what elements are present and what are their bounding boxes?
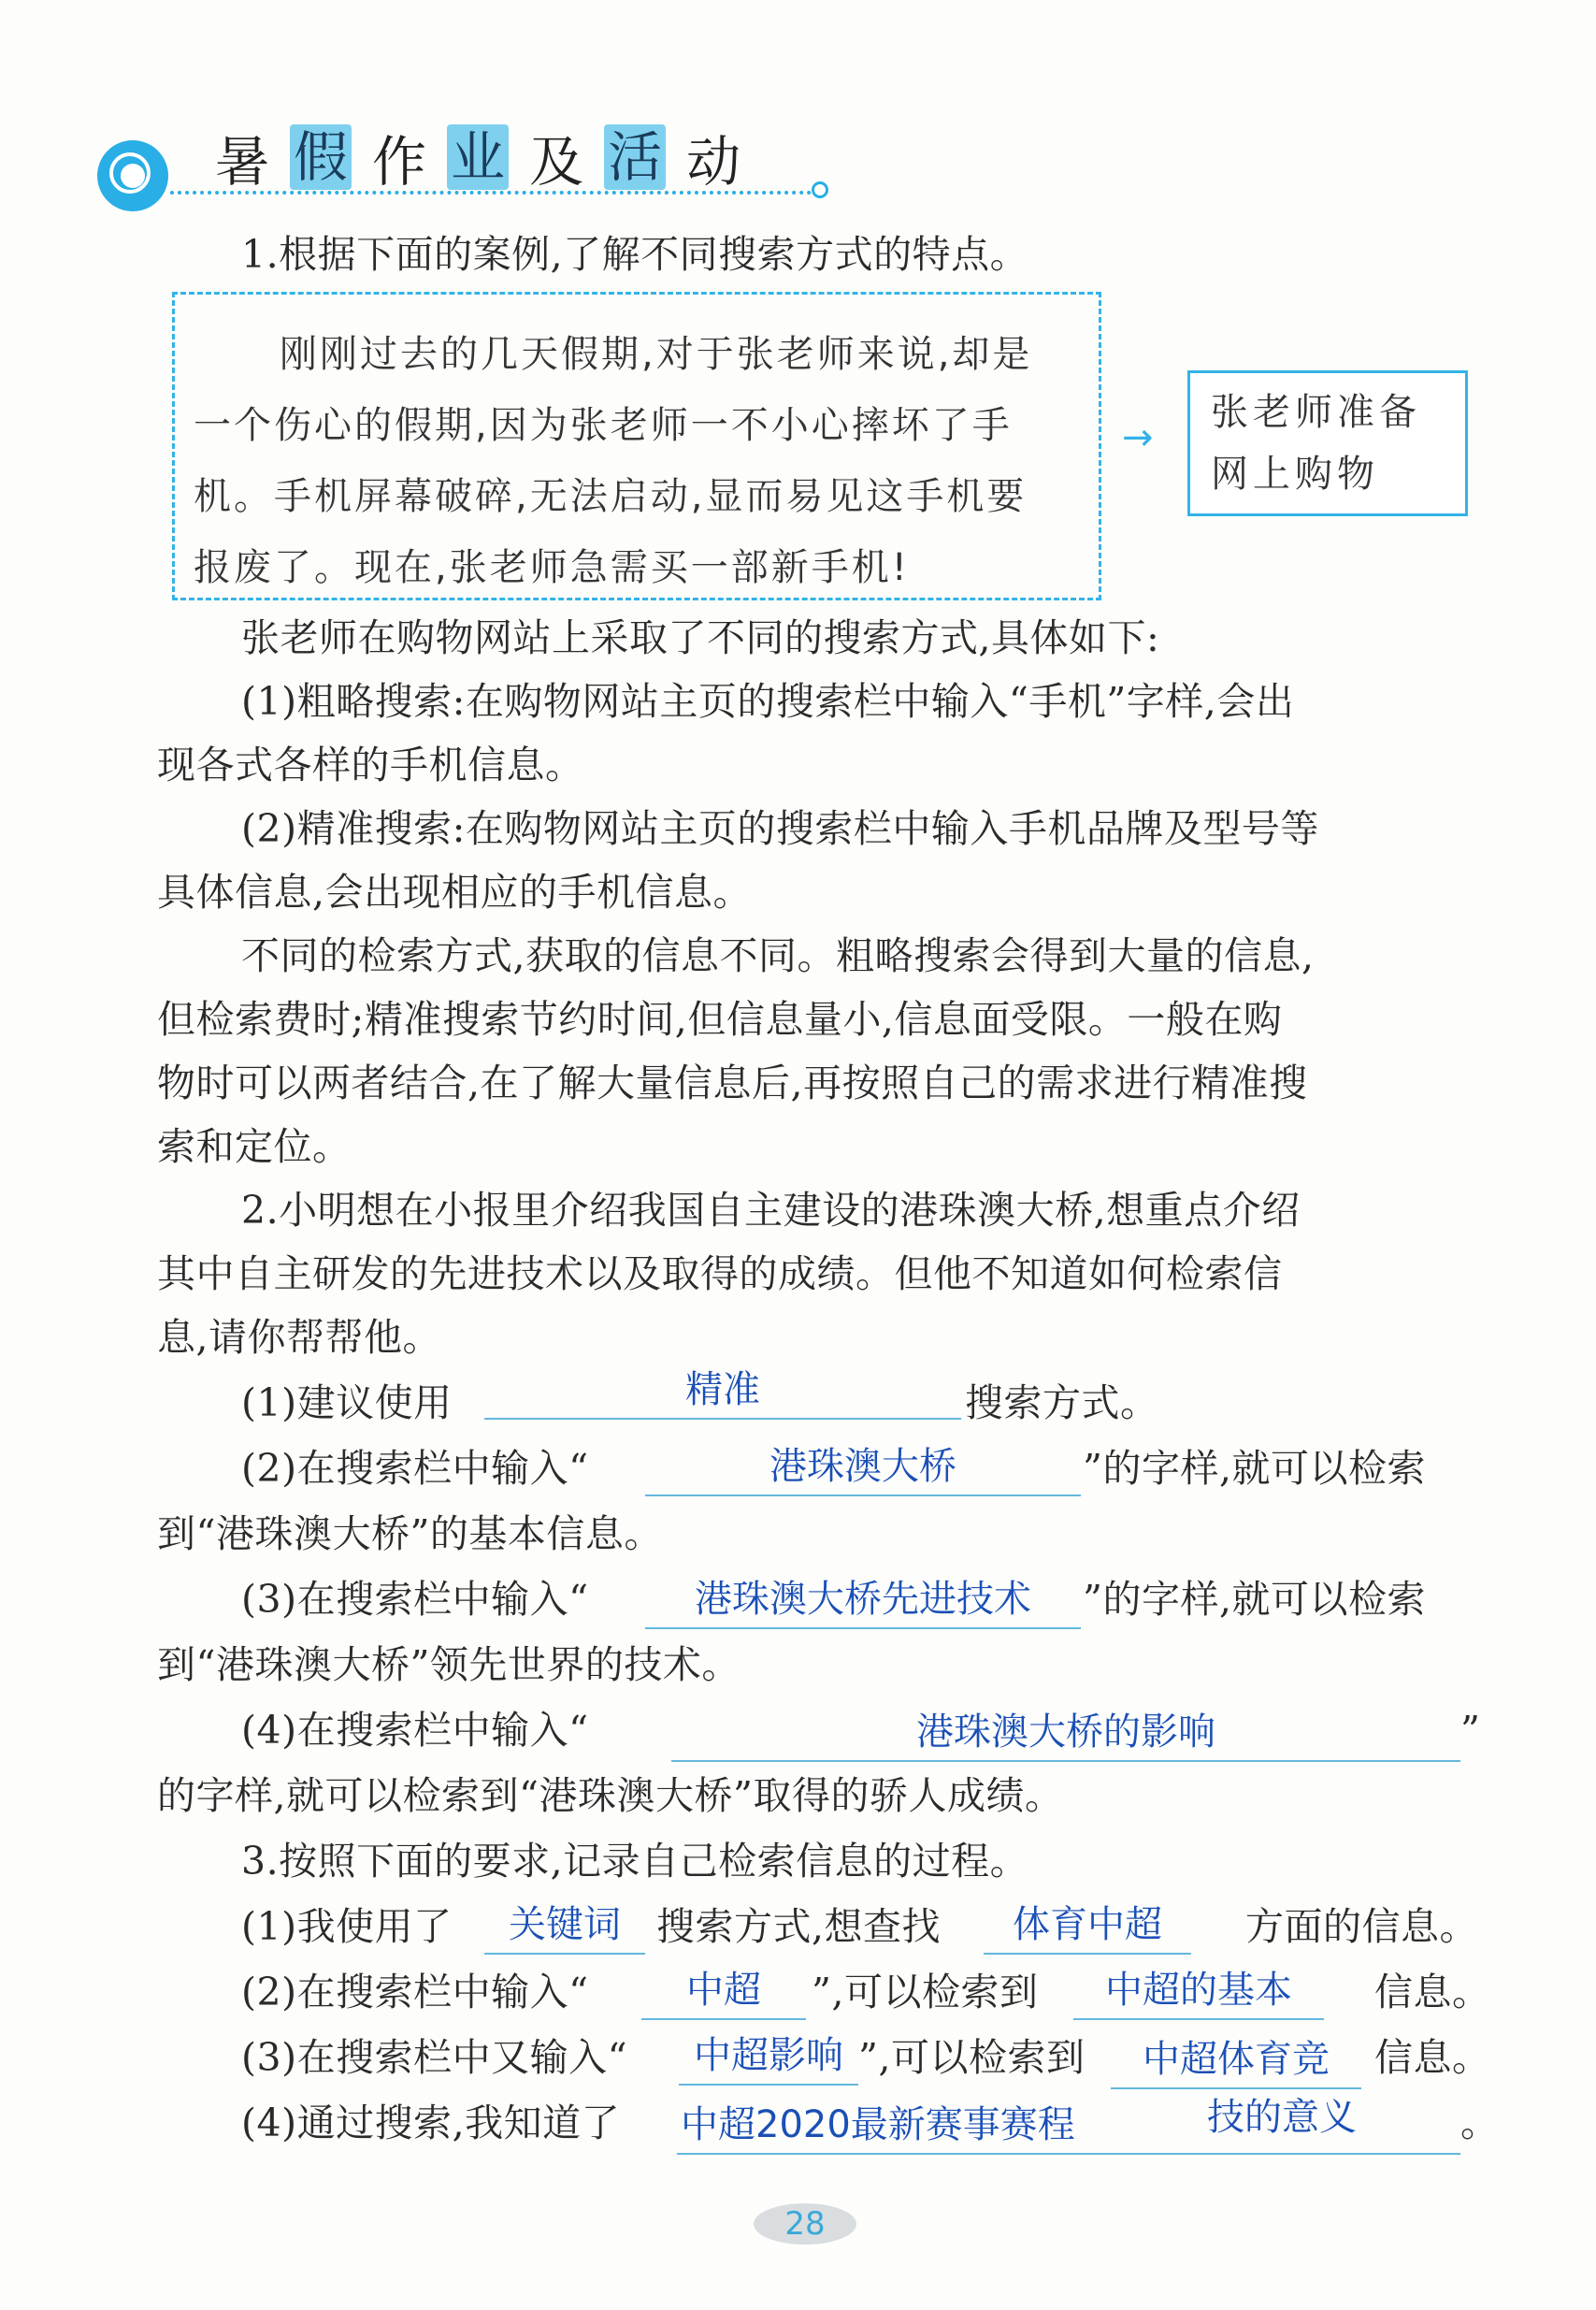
q2-text-line: 息,请你帮帮他。 (157, 1315, 442, 1360)
q2-item4-answer: 港珠澳大桥的影响 (671, 1706, 1460, 1762)
q1-text-line: 具体信息,会出现相应的手机信息。 (157, 870, 753, 915)
q3-item2-answer-keyword: 中超 (641, 1964, 806, 2020)
q2-item1-suffix: 搜索方式。 (965, 1380, 1159, 1425)
q3-item4-suffix: 。 (1460, 2101, 1500, 2145)
q1-text-line: 但检索费时;精准搜索节约时间,但信息量小,信息面受限。一般在购 (157, 997, 1283, 1042)
q2-item2-prefix: (2)在搜索栏中输入“ (241, 1446, 589, 1491)
side-note-line: 张老师准备 (1211, 391, 1421, 434)
q2-item2-answer: 港珠澳大桥 (645, 1440, 1081, 1496)
q2-item1-answer: 精准 (484, 1364, 961, 1420)
title-char-highlight: 业 (447, 124, 509, 190)
q3-item1-middle: 搜索方式,想查找 (656, 1904, 942, 1949)
case-box (172, 292, 1101, 600)
q3-item3-suffix: 信息。 (1374, 2035, 1491, 2080)
title-char: 及 (529, 130, 584, 194)
page-number: 28 (754, 2203, 856, 2245)
q3-item3-answer-result: 中超体育竞 (1111, 2033, 1361, 2089)
side-note-line: 网上购物 (1211, 453, 1379, 496)
q3-item1-suffix: 方面的信息。 (1245, 1904, 1478, 1949)
q3-item1-answer-topic: 体育中超 (984, 1899, 1191, 1955)
q1-text-line: 物时可以两者结合,在了解大量信息后,再按照自己的需求进行精准搜 (157, 1061, 1308, 1105)
title-char: 暑 (215, 130, 270, 194)
q1-text-line: 张老师在购物网站上采取了不同的搜索方式,具体如下: (241, 615, 1160, 660)
q3-item3-answer-keyword: 中超影响 (679, 2029, 858, 2086)
q2-item4-line2: 的字样,就可以检索到“港珠澳大桥”取得的骄人成绩。 (157, 1773, 1064, 1818)
arrow-right-icon: → (1122, 416, 1154, 459)
q2-text-line: 2.小明想在小报里介绍我国自主建设的港珠澳大桥,想重点介绍 (241, 1188, 1301, 1233)
q1-text-line: (2)精准搜索:在购物网站主页的搜索栏中输入手机品牌及型号等 (241, 806, 1319, 851)
title-char: 动 (686, 130, 741, 194)
q3-item3-middle: ”,可以检索到 (858, 2035, 1086, 2080)
q1-text-line: 索和定位。 (157, 1124, 352, 1169)
q3-item2-prefix: (2)在搜索栏中输入“ (241, 1970, 589, 2014)
q3-item1-answer-method: 关键词 (484, 1899, 645, 1955)
q1-text-line: 不同的检索方式,获取的信息不同。粗略搜索会得到大量的信息, (241, 933, 1315, 978)
q1-text-line: 现各式各样的手机信息。 (157, 743, 584, 787)
q2-item1-prefix: (1)建议使用 (241, 1380, 453, 1425)
header-line-end-circle (812, 181, 828, 198)
q1-text-line: (1)粗略搜索:在购物网站主页的搜索栏中输入“手机”字样,会出 (241, 679, 1295, 724)
q2-item4-prefix: (4)在搜索栏中输入“ (241, 1708, 589, 1753)
page-title (215, 120, 740, 195)
q2-item3-suffix: ”的字样,就可以检索 (1083, 1577, 1426, 1622)
q3-item2-middle: ”,可以检索到 (812, 1970, 1039, 2014)
q2-item2-line2: 到“港珠澳大桥”的基本信息。 (157, 1511, 663, 1556)
case-line: 刚刚过去的几天假期,对于张老师来说,却是 (280, 333, 1033, 376)
q3-prompt: 3.按照下面的要求,记录自己检索信息的过程。 (241, 1839, 1029, 1884)
case-line: 机。手机屏幕破碎,无法启动,显而易见这手机要 (194, 475, 1028, 518)
title-char-highlight: 假 (290, 124, 352, 190)
q3-item4-prefix: (4)通过搜索,我知道了 (241, 2101, 621, 2145)
q3-item2-suffix: 信息。 (1374, 1970, 1491, 2014)
q3-item2-answer-result: 中超的基本 (1073, 1964, 1324, 2020)
q2-text-line: 其中自主研发的先进技术以及取得的成绩。但他不知道如何检索信 (157, 1251, 1283, 1296)
case-line: 报废了。现在,张老师急需买一部新手机! (194, 546, 910, 589)
title-char: 作 (372, 130, 427, 194)
target-icon (97, 140, 168, 211)
q2-item3-line2: 到“港珠澳大桥”领先世界的技术。 (157, 1642, 740, 1687)
q3-item1-prefix: (1)我使用了 (241, 1904, 453, 1949)
q3-item4-answer-part2: 技的意义 (1207, 2096, 1357, 2139)
header-dotted-line (170, 191, 812, 195)
q2-item3-answer: 港珠澳大桥先进技术 (645, 1573, 1081, 1629)
q3-item4-answer-part1: 中超2020最新赛事赛程 (681, 2103, 1075, 2146)
q2-item3-prefix: (3)在搜索栏中输入“ (241, 1577, 589, 1622)
side-note-box (1187, 370, 1468, 516)
q1-prompt: 1.根据下面的案例,了解不同搜索方式的特点。 (241, 232, 1029, 277)
q2-item2-suffix: ”的字样,就可以检索 (1083, 1446, 1426, 1491)
case-line: 一个伤心的假期,因为张老师一不小心摔坏了手 (194, 404, 1013, 447)
q2-item4-suffix: ” (1460, 1708, 1481, 1753)
q3-item4-answer-underline (677, 2153, 1460, 2155)
title-char-highlight: 活 (604, 124, 666, 190)
q3-item3-prefix: (3)在搜索栏中又输入“ (241, 2035, 628, 2080)
